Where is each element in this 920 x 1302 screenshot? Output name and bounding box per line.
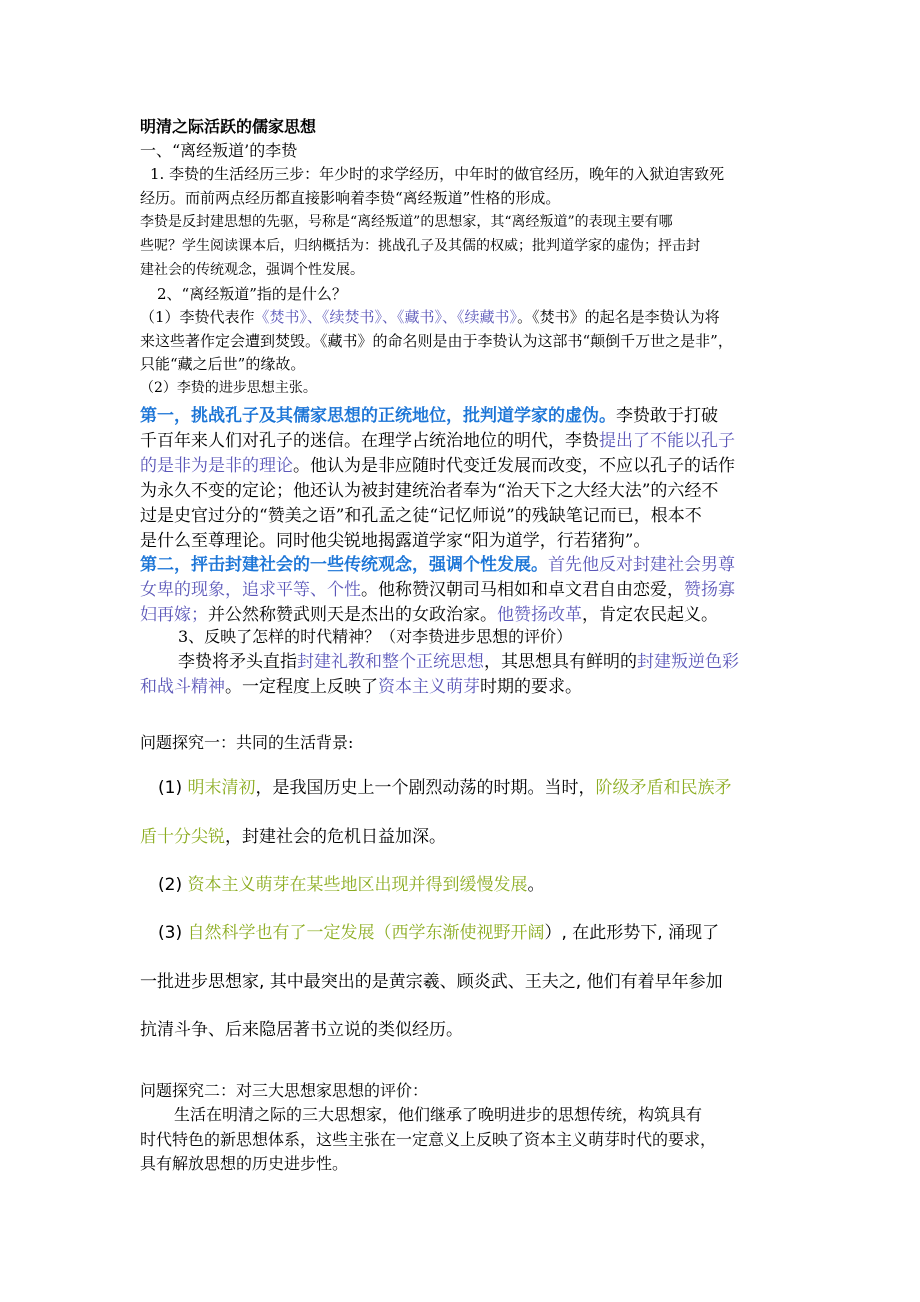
- para3-line2: 来这些著作定会遭到焚毁。《藏书》的命名则是由于李贽认为这部书“颠倒千万世之是非”，: [140, 332, 733, 350]
- para4: （2）李贽的进步思想主张。: [140, 380, 317, 396]
- inquiry1-heading: 问题探究一：共同的生活背景:: [140, 733, 354, 752]
- eval-g: 资本主义萌芽: [378, 677, 480, 697]
- first-line3-a: 的是非为是非的理论: [140, 456, 293, 476]
- second-line2: [140, 575, 735, 600]
- eval-a: 李贽将矛头直指: [178, 652, 297, 672]
- first-line2-a: 千百年来人们对孔子的迷信。在理学占统治地位的明代，李贽: [140, 431, 599, 451]
- inquiry2-line1: 生活在明清之际的三大思想家，他们继承了晚明进步的思想传统，构筑具有: [174, 1105, 703, 1124]
- question2: 2、“离经叛道”指的是什么？: [157, 285, 347, 303]
- second-line3-d: ，肯定农民起义。: [582, 605, 718, 625]
- first-line2: [140, 426, 735, 451]
- first-line1: [140, 401, 718, 426]
- eval-e: 和战斗精神: [140, 677, 225, 697]
- item2-number: (2): [158, 875, 183, 895]
- eval-line1: [178, 647, 739, 672]
- second-line3-a: 妇再嫁；: [140, 605, 208, 625]
- eval-h: 时期的要求。: [480, 677, 582, 697]
- eval-d: 封建叛逆色彩: [637, 652, 739, 672]
- section1-heading: 一、“离经叛道’的李贽: [140, 141, 298, 160]
- para3-prefix: （1）李贽代表作: [140, 308, 255, 326]
- item3-a: 自然科学也有了一定发展: [187, 923, 375, 943]
- second-line3-c: 他赞扬改革: [497, 605, 582, 625]
- first-line4: 为永久不变的定论；他还认为被封建统治者奉为“治天下之大经大法”的六经不: [140, 481, 719, 501]
- inquiry1-item2: [158, 870, 545, 895]
- page-title: 明清之际活跃的儒家思想: [140, 117, 317, 136]
- para2-line1: 李贽是反封建思想的先驱，号称是“离经叛道”的思想家，其“离经叛道”的表现主要有哪: [140, 214, 673, 230]
- eval-line2: [140, 672, 582, 697]
- inquiry1-item3: [158, 918, 719, 943]
- item1-d: 盾十分尖锐: [140, 827, 225, 847]
- first-line3-b: 。他认为是非应随时代变迁发展而改变，不应以孔子的话作: [293, 456, 735, 476]
- question3: 3、反映了怎样的时代精神？（对李贽进步思想的评价）: [178, 627, 573, 646]
- inquiry1-line5: 抗清斗争、后来隐居著书立说的类似经历。: [140, 1020, 463, 1040]
- first-line2-b: 提出了不能以孔子: [599, 431, 735, 451]
- second-line1: [140, 550, 735, 575]
- item3-b: （: [374, 923, 392, 943]
- para2-line3: 建社会的传统观念，强调个性发展。: [140, 262, 364, 278]
- item1-b: ，是我国历史上一个剧烈动荡的时期。当时，: [255, 778, 596, 798]
- second-line1-rest: 首先他反对封建社会男尊: [548, 555, 735, 575]
- item1-a: 明末清初: [187, 778, 256, 798]
- second-line3-b: 并公然称赞武则天是杰出的女政治家。: [208, 605, 497, 625]
- para3-line3: 只能“藏之后世”的缘故。: [140, 355, 306, 373]
- second-line2-c: 赞扬寡: [684, 580, 735, 600]
- first-line3: [140, 451, 735, 476]
- inquiry1-item1-cont: [140, 822, 446, 847]
- item3-c: 西学东渐使视野开阔: [391, 923, 545, 943]
- item3-d: ）, 在此形势下, 涌现了: [544, 923, 720, 943]
- inquiry1-item1: [158, 773, 732, 798]
- item1-e: ，封建社会的危机日益加深。: [225, 827, 446, 847]
- eval-b: 封建礼教和整个正统思想: [297, 652, 484, 672]
- inquiry2-line3: 具有解放思想的历史进步性。: [140, 1154, 349, 1173]
- eval-c: ，其思想具有鲜明的: [484, 652, 637, 672]
- para3-line1: [140, 306, 720, 327]
- item1-number: (1): [158, 778, 183, 798]
- item1-c: 阶级矛盾和民族矛: [595, 778, 732, 798]
- second-line2-b: 。他称赞汉朝司马相如和卓文君自由恋爱，: [361, 580, 684, 600]
- second-line2-a: 女卑的现象，追求平等、个性: [140, 580, 361, 600]
- first-heading: 第一，挑战孔子及其儒家思想的正统地位，批判道学家的虚伪。: [140, 406, 616, 426]
- eval-f: 。一定程度上反映了: [225, 677, 378, 697]
- para1-line1: 1. 李贽的生活经历三步：年少时的求学经历，中年时的做官经历，晚年的入狱迫害致死: [150, 165, 725, 183]
- first-line6: 是什么至尊理论。同时他尖锐地揭露道学家“阳为道学，行若猪狗”。: [140, 531, 651, 551]
- book-titles: 《焚书》、《续焚书》、《藏书》、《续藏书》: [254, 308, 518, 326]
- second-line3: [140, 600, 718, 625]
- item2-a: 资本主义萌芽在某些地区出现并得到缓慢发展: [187, 875, 528, 895]
- item2-b: 。: [527, 875, 545, 895]
- inquiry2-line2: 时代特色的新思想体系，这些主张在一定意义上反映了资本主义萌芽时代的要求，: [140, 1130, 717, 1149]
- item3-number: (3): [158, 923, 183, 943]
- para1-line2: 经历。而前两点经历都直接影响着李贽“离经叛道”性格的形成。: [140, 189, 561, 207]
- inquiry1-line4: 一批进步思想家, 其中最突出的是黄宗羲、顾炎武、王夫之, 他们有着早年参加: [140, 972, 723, 992]
- para2-line2: 些呢？学生阅读课本后，归纳概括为：挑战孔子及其儒的权威；批判道学家的虚伪；抨击封: [140, 238, 700, 254]
- first-line1-rest: 李贽敢于打破: [616, 406, 718, 426]
- inquiry2-heading: 问题探究二：对三大思想家思想的评价：: [140, 1081, 429, 1100]
- first-line5: 过是史官过分的“赞美之语”和孔孟之徒“记忆师说”的残缺笔记而已，根本不: [140, 506, 702, 526]
- second-heading: 第二，抨击封建社会的一些传统观念，强调个性发展。: [140, 555, 548, 575]
- para3-suffix: 。《焚书》的起名是李贽认为将: [517, 308, 720, 326]
